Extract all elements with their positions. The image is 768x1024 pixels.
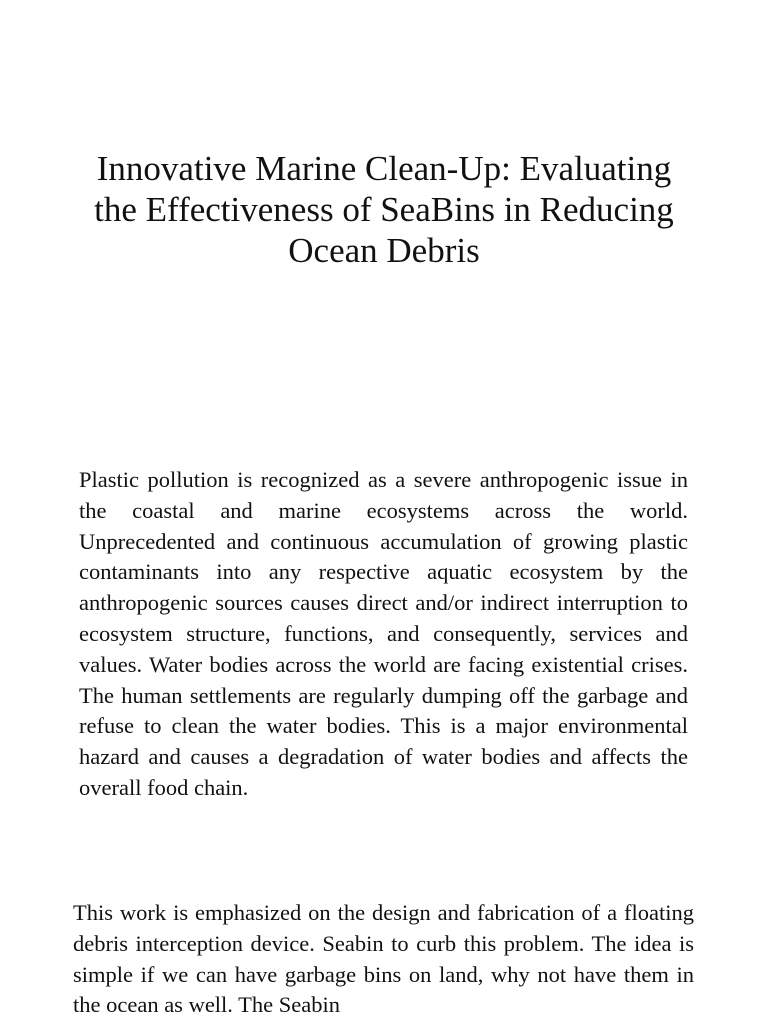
- body-paragraph: This work is emphasized on the design and fabrication of a floating debris interception device. Seabin to curb this problem. The idea is simple if we can have garbage bins on land, why not have them in the ocean as well. The Seabin: [73, 900, 694, 1018]
- abstract-paragraph: Plastic pollution is recognized as a severe anthropogenic issue in the coastal and marine ecosystems across the world. Unprecedented and continuous accumulation of growing plastic contaminants into any respective aquatic ecosystem by the anthropogenic sources causes direct and/or indirect interruption to ecosystem structure, functions, and consequently, services and values. Water bodies across the world are facing existential crises. The human settlements are regularly dumping off the garbage and refuse to clean the water bodies. This is a major environmental hazard and causes a degradation of water bodies and affects the overall food chain.: [79, 467, 688, 800]
- document-title: Innovative Marine Clean-Up: Evaluating the Effectiveness of SeaBins in Reducing Ocean Debris: [94, 149, 674, 270]
